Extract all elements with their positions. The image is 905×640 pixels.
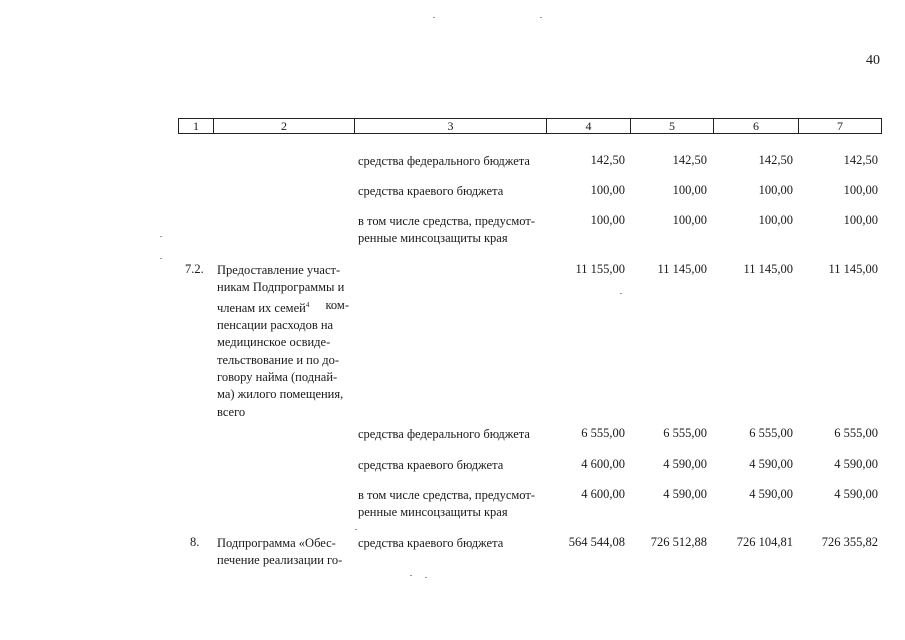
scan-speck <box>425 577 427 578</box>
value-col-7: 100,00 <box>843 213 878 227</box>
value-col-4: 100,00 <box>590 213 625 227</box>
footnote-marker: 4 <box>305 300 310 309</box>
value-col-6: 100,00 <box>758 183 793 197</box>
scan-speck <box>160 236 162 237</box>
header-col-6: 6 <box>753 119 759 133</box>
value-col-5: 100,00 <box>672 213 707 227</box>
value-col-6: 726 104,81 <box>736 535 793 549</box>
value-col-5: 6 555,00 <box>663 426 707 440</box>
value-col-5: 4 590,00 <box>663 487 707 501</box>
description-line: говору найма (поднай- <box>217 369 338 384</box>
value-col-5: 100,00 <box>672 183 707 197</box>
funding-source-line: ренные минсоцзащиты края <box>358 505 508 519</box>
value-col-4: 142,50 <box>590 153 625 167</box>
page-number: 40 <box>866 53 880 68</box>
scan-speck <box>355 529 357 530</box>
value-col-5: 4 590,00 <box>663 457 707 471</box>
value-col-6: 4 590,00 <box>749 487 793 501</box>
value-col-4: 6 555,00 <box>581 426 625 440</box>
value-col-7: 11 145,00 <box>828 262 878 276</box>
description-line: никам Подпрограммы и <box>217 280 345 295</box>
item-number: 8. <box>190 535 200 549</box>
funding-source-line: ренные минсоцзащиты края <box>358 231 508 245</box>
funding-source: средства краевого бюджета <box>358 458 504 472</box>
funding-source-line: в том числе средства, предусмот- <box>358 214 535 228</box>
header-col-5: 5 <box>669 119 675 133</box>
description-line: всего <box>217 404 246 419</box>
description-line: ма) жилого помещения, <box>217 387 344 402</box>
funding-source: средства федерального бюджета <box>358 154 530 168</box>
scan-speck <box>620 293 622 294</box>
value-col-4: 100,00 <box>590 183 625 197</box>
value-col-7: 6 555,00 <box>834 426 878 440</box>
value-col-7: 4 590,00 <box>834 487 878 501</box>
item-description <box>217 262 349 421</box>
value-col-7: 100,00 <box>843 183 878 197</box>
description-line: пенсации расходов на <box>217 318 334 333</box>
value-col-5: 142,50 <box>672 153 707 167</box>
value-col-7: 726 355,82 <box>821 535 878 549</box>
header-col-3: 3 <box>447 119 454 133</box>
description-line: печение реализации го- <box>217 553 343 568</box>
description-line: членам их семей$^4$ ком- <box>217 297 349 315</box>
scan-speck <box>410 575 412 576</box>
funding-source: средства краевого бюджета <box>358 536 504 550</box>
funding-source-line: в том числе средства, предусмот- <box>358 488 535 502</box>
table-header-row <box>178 118 882 134</box>
description-line: тельствование и по до- <box>217 352 340 367</box>
funding-source: средства краевого бюджета <box>358 184 504 198</box>
value-col-6: 6 555,00 <box>749 426 793 440</box>
header-col-7: 7 <box>837 119 843 133</box>
funding-source: средства федерального бюджета <box>358 427 530 441</box>
item-number: 7.2. <box>185 262 204 276</box>
value-col-4: 11 155,00 <box>575 262 625 276</box>
value-col-6: 142,50 <box>758 153 793 167</box>
value-col-4: 4 600,00 <box>581 457 625 471</box>
description-line: Предоставление участ- <box>217 263 341 277</box>
value-col-6: 11 145,00 <box>743 262 793 276</box>
scan-speck <box>540 17 542 18</box>
value-col-5: 11 145,00 <box>657 262 707 276</box>
value-col-4: 4 600,00 <box>581 487 625 501</box>
description-line: медицинское освиде- <box>217 335 331 350</box>
scan-speck <box>433 17 435 18</box>
item-description <box>217 535 349 570</box>
header-col-4: 4 <box>585 119 592 133</box>
value-col-4: 564 544,08 <box>568 535 625 549</box>
value-col-5: 726 512,88 <box>650 535 707 549</box>
scan-speck <box>160 258 162 259</box>
value-col-6: 100,00 <box>758 213 793 227</box>
value-col-7: 142,50 <box>843 153 878 167</box>
header-col-2: 2 <box>281 119 287 133</box>
header-col-1: 1 <box>193 119 199 133</box>
value-col-6: 4 590,00 <box>749 457 793 471</box>
description-line: Подпрограмма «Обес- <box>217 536 336 550</box>
value-col-7: 4 590,00 <box>834 457 878 471</box>
